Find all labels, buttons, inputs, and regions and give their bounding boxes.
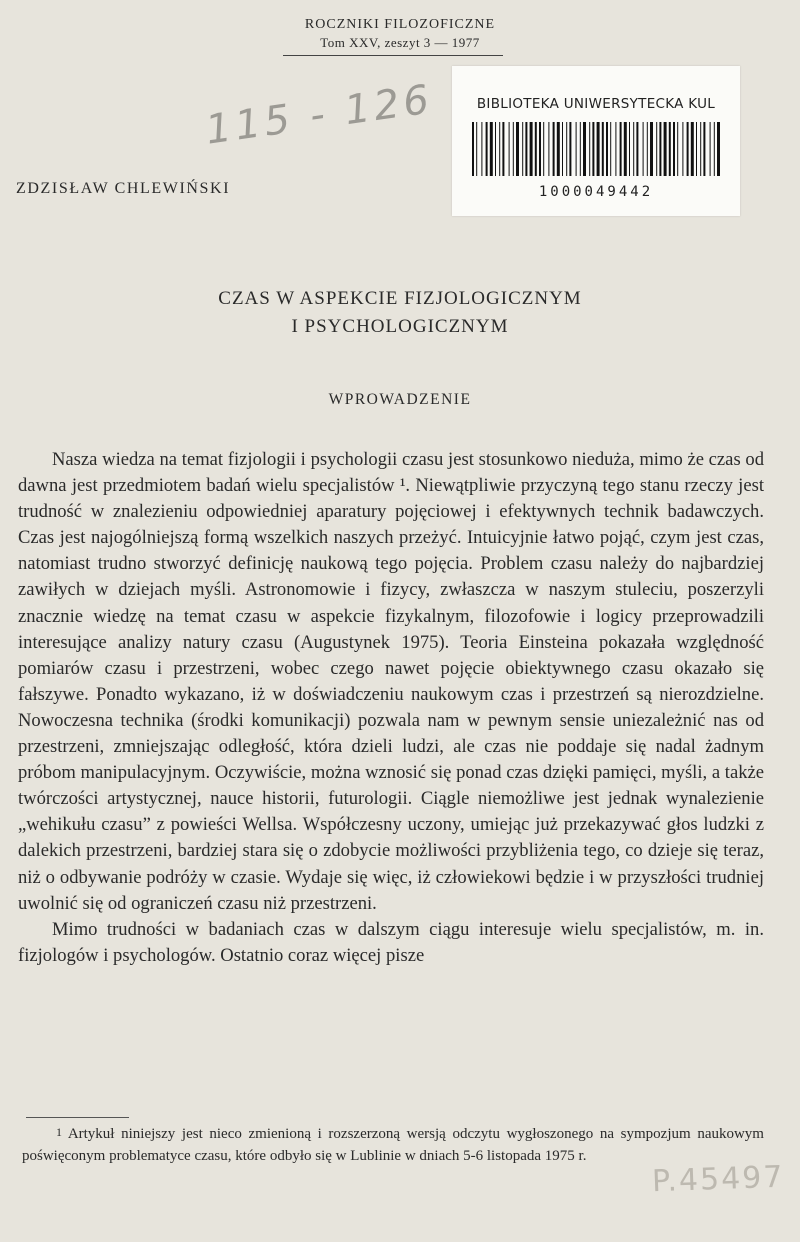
footnote-text: Artykuł niniejszy jest nieco zmienioną i rozszerzoną wersją odczytu wygłoszonego na sympozjum naukowym poświęconym problematyce czasu, które odbyło się w Lublinie w dniach 5-6 listopada 1975 r. — [22, 1126, 764, 1164]
handwritten-page-range: 115 - 126 — [202, 76, 436, 154]
barcode-bar — [602, 122, 604, 176]
barcode-bar — [472, 122, 474, 176]
barcode-bar — [530, 122, 533, 176]
body-paragraph: Nasza wiedza na temat fizjologii i psychologii czasu jest stosunkowo nieduża, mimo że czas od dawna jest przedmiotem badań wielu specjalistów ¹. Niewątpliwie przyczyną tego stanu rzeczy jest trudność w znalezieniu odpowiedniej aparatury pojęciowej i efektywnych technik badawczych. Czas jest najogólniejszą formą wszelkich naszych przeżyć. Intuicyjnie łatwo pojąć, czym jest czas, natomiast trudno stworzyć definicję naukową tego pojęcia. Problem czasu należy do najbardziej zawiłych w dziejach myśli. Astronomowie i fizycy, zwłaszcza w naszym stuleciu, poszerzyli znacznie wiedzę na temat czasu w aspekcie fizykalnym, filozofowie i logicy przeprowadzili interesujące analizy natury czasu (Augustynek 1975). Teoria Einsteina pokazała względność pomiarów czasu i przestrzeni, wobec czego nawet pojęcie obiektywnego czasu okazało się fałszywe. Ponadto wykazano, iż w doświadczeniu naukowym czas i przestrzeń są nierozdzielne. Nowoczesna technika (środki komunikacji) pozwala nam w pewnym sensie uniezależnić nas od przestrzeni, zmniejszając odległość, która dzieli ludzi, ale czas nie poddaje się nadal żadnym próbom manipulacyjnym. Oczywiście, można wznosić się ponad czas dzięki pamięci, myśli, a także twórczości artystycznej, nauce historii, futurologii. Ciągle niemożliwe jest jednak wynalezienie „wehikułu czasu” z powieści Wellsa. Współczesny uczony, umiejąc już przekazywać głos ludzki z dalekich przestrzeni, bardziej stara się o zdobycie możliwości przybliżenia tego, co dzieje się teraz, niż o odbywanie podróży w czasie. Wydaje się więc, iż człowiekowi będzie i w przyszłości trudniej uwolnić się od ograniczeń czasu niż przestrzeni. — [18, 449, 764, 914]
library-name: BIBLIOTEKA UNIWERSYTECKA KUL — [476, 96, 716, 112]
barcode-bar — [499, 122, 500, 176]
article-title — [0, 285, 800, 341]
barcode-bar — [539, 122, 541, 176]
barcode-bar — [566, 122, 567, 176]
barcode-bar — [633, 122, 634, 176]
barcode-bar — [659, 122, 661, 176]
barcode-bar — [522, 122, 523, 176]
library-barcode-sticker — [452, 66, 740, 216]
barcode-bar — [481, 122, 482, 176]
barcode-bar — [682, 122, 683, 176]
barcode-bar — [562, 122, 563, 176]
barcode-bar — [696, 122, 697, 176]
barcode-bar — [553, 122, 555, 176]
barcode-bar — [650, 122, 653, 176]
header-rule — [283, 55, 503, 56]
barcode-bar — [516, 122, 519, 176]
barcode-bar — [664, 122, 667, 176]
barcode-bar — [687, 122, 689, 176]
barcode-bar — [583, 122, 586, 176]
title-line-2: I PSYCHOLOGICZNYM — [291, 316, 509, 337]
journal-name: ROCZNIKI FILOZOFICZNE — [304, 17, 496, 32]
article-body — [18, 447, 764, 969]
barcode-bar — [677, 122, 678, 176]
footnote — [22, 1121, 764, 1167]
barcode-bar — [495, 122, 496, 176]
article-author: ZDZISŁAW CHLEWIŃSKI — [16, 180, 231, 197]
journal-volume: Tom XXV, zeszyt 3 — 1977 — [320, 35, 480, 50]
barcode-bar — [569, 122, 571, 176]
barcode-bar — [525, 122, 527, 176]
barcode-bar — [656, 122, 657, 176]
barcode-bar — [589, 122, 590, 176]
inventory-stamp: P.45497 — [651, 1159, 785, 1200]
barcode-bar — [580, 122, 581, 176]
barcode-bar — [647, 122, 648, 176]
barcode-bar — [543, 122, 544, 176]
barcode-number: 1000049442 — [538, 184, 654, 200]
barcode-bar — [710, 122, 711, 176]
barcode-bar — [717, 122, 720, 176]
footnote-rule — [26, 1117, 129, 1118]
barcode-bar — [636, 122, 638, 176]
barcode-bar — [576, 122, 577, 176]
barcode-bar — [691, 122, 694, 176]
barcode-bar — [490, 122, 493, 176]
barcode-bar — [597, 122, 600, 176]
barcode-bar — [643, 122, 644, 176]
barcode-bar — [476, 122, 477, 176]
barcode-bar — [513, 122, 514, 176]
barcode-bar — [669, 122, 671, 176]
section-heading: WPROWADZENIE — [328, 391, 472, 408]
barcode-bar — [703, 122, 705, 176]
barcode-bar — [486, 122, 488, 176]
barcode-bar — [615, 122, 616, 176]
barcode-bar — [673, 122, 675, 176]
footnote-marker: 1 — [56, 1125, 62, 1139]
barcode-bar — [502, 122, 504, 176]
barcode-bar — [606, 122, 608, 176]
journal-header — [0, 17, 800, 51]
barcode-bar — [610, 122, 611, 176]
barcode-bar — [592, 122, 594, 176]
barcode-bar — [620, 122, 622, 176]
title-line-1: CZAS W ASPEKCIE FIZJOLOGICZNYM — [218, 288, 582, 309]
barcode-bar — [557, 122, 560, 176]
barcode-bar — [714, 122, 715, 176]
body-paragraph: Mimo trudności w badaniach czas w dalszym ciągu interesuje wielu specjalistów, m. in. fizjologów i psychologów. Ostatnio coraz więcej pisze — [18, 918, 764, 966]
barcode-bar — [548, 122, 549, 176]
barcode-bar — [629, 122, 630, 176]
barcode-bar — [509, 122, 510, 176]
barcode-image — [470, 122, 722, 176]
barcode-bar — [700, 122, 701, 176]
barcode-bar — [535, 122, 537, 176]
barcode-bar — [624, 122, 627, 176]
